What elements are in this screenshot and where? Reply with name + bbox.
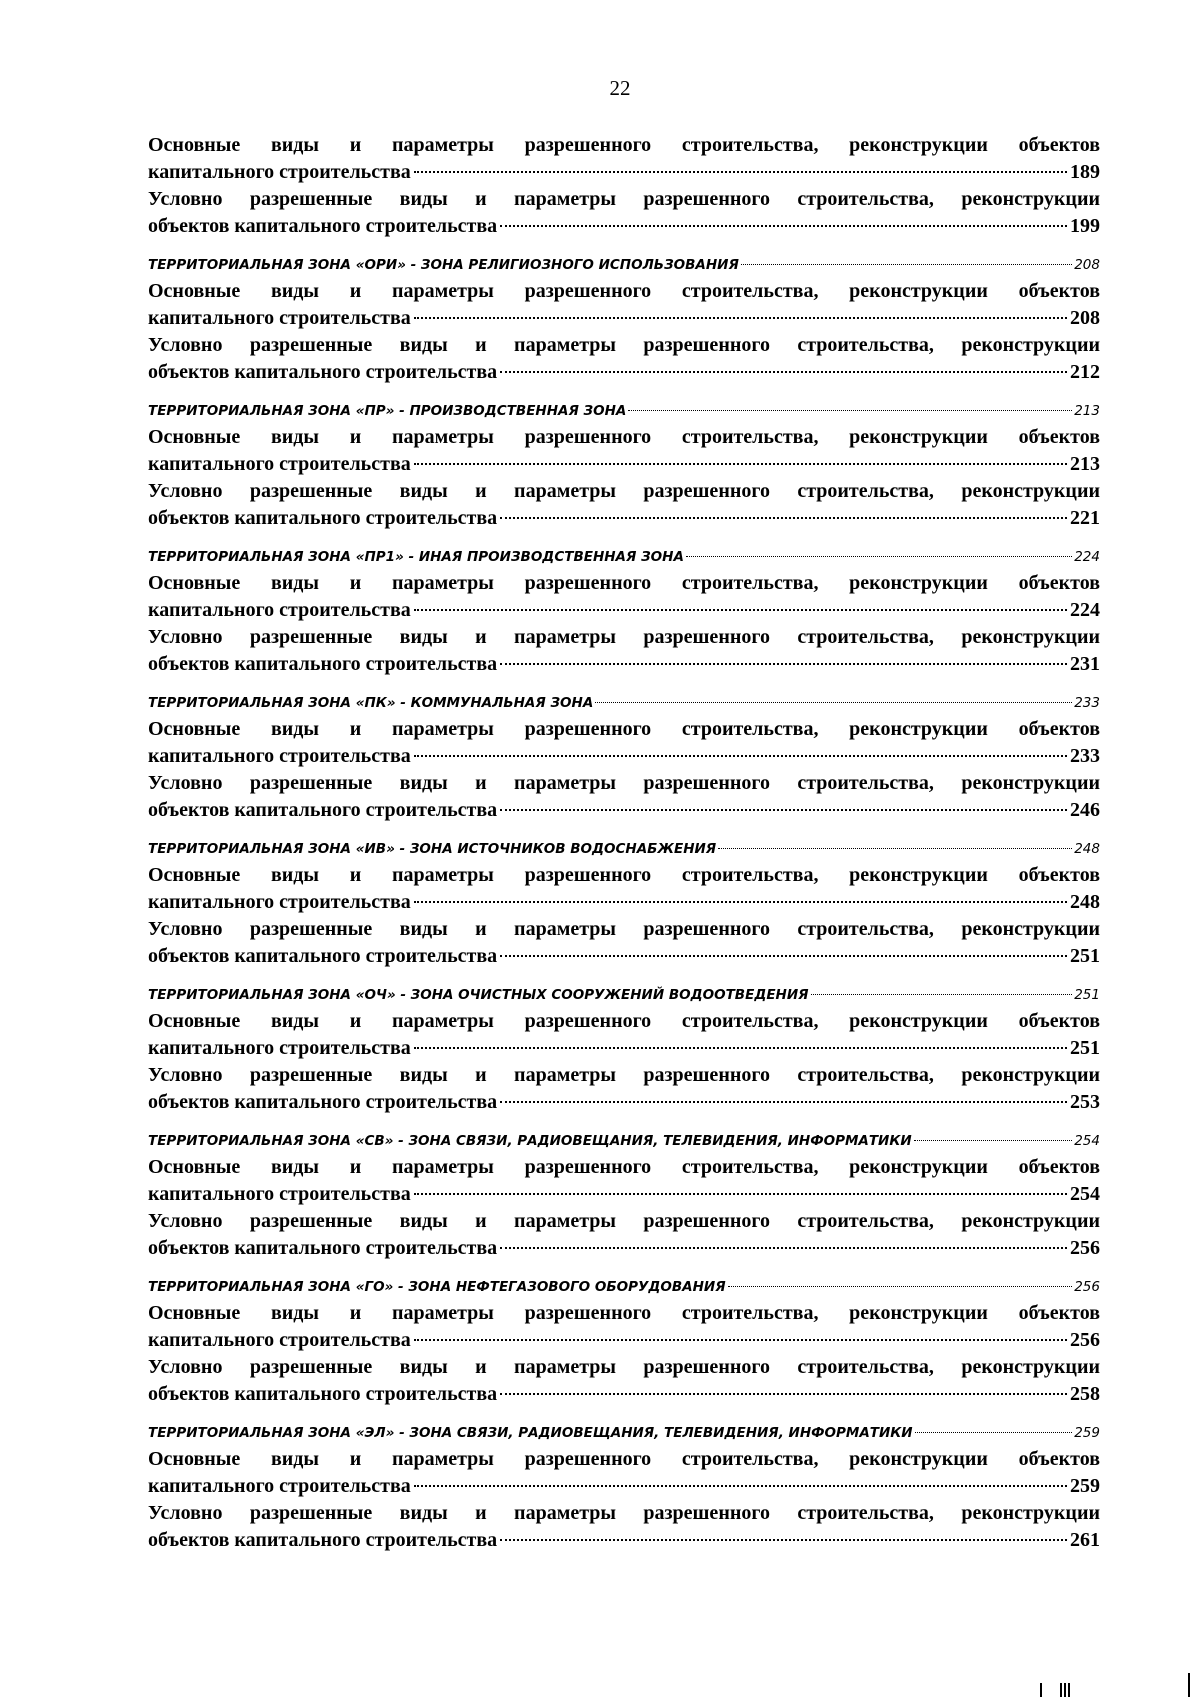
table-of-contents [148, 132, 1100, 1568]
toc-entry-text: Основные виды и параметры разрешенного строительства, реконструкции объектов [148, 280, 1100, 302]
toc-entry-text-cont: объектов капитального строительства [148, 1529, 498, 1551]
dot-leader [414, 463, 1067, 465]
toc-entry-page: 224 [1070, 599, 1100, 621]
dot-leader [500, 1101, 1067, 1103]
toc-zone-heading[interactable] [148, 692, 1100, 714]
toc-entry-text-cont: капитального строительства [148, 891, 411, 913]
toc-entry-page: 261 [1070, 1529, 1100, 1551]
toc-zone-heading-page: 233 [1074, 695, 1100, 711]
dot-leader [414, 609, 1067, 611]
toc-entry-text: Условно разрешенные виды и параметры разрешенного строительства, реконструкции [148, 334, 1100, 356]
toc-zone-heading-text: ТЕРРИТОРИАЛЬНАЯ ЗОНА «СВ» - ЗОНА СВЯЗИ, РАДИОВЕЩАНИЯ, ТЕЛЕВИДЕНИЯ, ИНФОРМАТИКИ [148, 1133, 912, 1149]
toc-entry-text-cont: капитального строительства [148, 1037, 411, 1059]
toc-zone-heading[interactable] [148, 400, 1100, 422]
dot-leader [915, 1432, 1073, 1433]
dot-leader [414, 317, 1067, 319]
toc-entry-text-cont: капитального строительства [148, 1329, 411, 1351]
toc-entry[interactable] [148, 1446, 1100, 1500]
toc-entry-text-cont: капитального строительства [148, 161, 411, 183]
toc-entry-text-cont: капитального строительства [148, 1475, 411, 1497]
toc-section [148, 254, 1100, 386]
toc-zone-heading[interactable] [148, 1276, 1100, 1298]
toc-zone-heading-page: 213 [1074, 403, 1100, 419]
toc-entry-page: 251 [1070, 1037, 1100, 1059]
toc-entry-text-cont: объектов капитального строительства [148, 945, 498, 967]
toc-entry-text: Условно разрешенные виды и параметры разрешенного строительства, реконструкции [148, 772, 1100, 794]
toc-zone-heading-page: 254 [1074, 1133, 1100, 1149]
toc-entry-text: Условно разрешенные виды и параметры разрешенного строительства, реконструкции [148, 480, 1100, 502]
toc-entry-text-cont: объектов капитального строительства [148, 1383, 498, 1405]
toc-entry-text-cont: объектов капитального строительства [148, 653, 498, 675]
toc-entry[interactable] [148, 478, 1100, 532]
toc-zone-heading-page: 256 [1074, 1279, 1100, 1295]
dot-leader [500, 371, 1067, 373]
dot-leader [414, 1193, 1067, 1195]
toc-entry-text: Условно разрешенные виды и параметры разрешенного строительства, реконструкции [148, 188, 1100, 210]
toc-entry-text: Основные виды и параметры разрешенного строительства, реконструкции объектов [148, 1448, 1100, 1470]
toc-entry[interactable] [148, 1062, 1100, 1116]
toc-section [148, 692, 1100, 824]
toc-entry-text-cont: капитального строительства [148, 453, 411, 475]
dot-leader [914, 1140, 1073, 1141]
toc-zone-heading[interactable] [148, 546, 1100, 568]
toc-entry-text: Основные виды и параметры разрешенного строительства, реконструкции объектов [148, 426, 1100, 448]
toc-zone-heading-text: ТЕРРИТОРИАЛЬНАЯ ЗОНА «ПК» - КОММУНАЛЬНАЯ ЗОНА [148, 695, 594, 711]
toc-entry-page: 246 [1070, 799, 1100, 821]
dot-leader [741, 264, 1072, 265]
toc-entry-page: 256 [1070, 1237, 1100, 1259]
toc-entry[interactable] [148, 624, 1100, 678]
dot-leader [500, 663, 1067, 665]
toc-entry-page: 199 [1070, 215, 1100, 237]
scan-edge-marks [1040, 1667, 1200, 1697]
toc-entry[interactable] [148, 1500, 1100, 1554]
toc-entry[interactable] [148, 132, 1100, 186]
toc-entry[interactable] [148, 1354, 1100, 1408]
toc-zone-heading-page: 224 [1074, 549, 1100, 565]
toc-section [148, 1276, 1100, 1408]
toc-entry-text: Основные виды и параметры разрешенного строительства, реконструкции объектов [148, 864, 1100, 886]
dot-leader [500, 955, 1067, 957]
toc-zone-heading-text: ТЕРРИТОРИАЛЬНАЯ ЗОНА «ПР1» - ИНАЯ ПРОИЗВОДСТВЕННАЯ ЗОНА [148, 549, 684, 565]
toc-entry-text-cont: капитального строительства [148, 599, 411, 621]
toc-zone-heading-page: 251 [1074, 987, 1100, 1003]
dot-leader [414, 1047, 1067, 1049]
toc-entry-page: 233 [1070, 745, 1100, 767]
toc-entry-page: 253 [1070, 1091, 1100, 1113]
toc-entry-text: Основные виды и параметры разрешенного строительства, реконструкции объектов [148, 134, 1100, 156]
toc-entry[interactable] [148, 1154, 1100, 1208]
toc-entry-text-cont: объектов капитального строительства [148, 799, 498, 821]
toc-entry[interactable] [148, 570, 1100, 624]
toc-entry-text: Условно разрешенные виды и параметры разрешенного строительства, реконструкции [148, 626, 1100, 648]
toc-entry[interactable] [148, 1008, 1100, 1062]
toc-entry-page: 258 [1070, 1383, 1100, 1405]
toc-entry-text: Условно разрешенные виды и параметры разрешенного строительства, реконструкции [148, 1356, 1100, 1378]
toc-entry-text: Основные виды и параметры разрешенного строительства, реконструкции объектов [148, 1302, 1100, 1324]
toc-entry-page: 251 [1070, 945, 1100, 967]
toc-section [148, 546, 1100, 678]
toc-entry-page: 248 [1070, 891, 1100, 913]
toc-entry-text-cont: объектов капитального строительства [148, 507, 498, 529]
toc-zone-heading-page: 208 [1074, 257, 1100, 273]
toc-entry[interactable] [148, 770, 1100, 824]
toc-entry-text-cont: капитального строительства [148, 307, 411, 329]
toc-entry[interactable] [148, 862, 1100, 916]
toc-zone-heading-page: 259 [1074, 1425, 1100, 1441]
toc-entry[interactable] [148, 332, 1100, 386]
toc-zone-heading-text: ТЕРРИТОРИАЛЬНАЯ ЗОНА «ЭЛ» - ЗОНА СВЯЗИ, РАДИОВЕЩАНИЯ, ТЕЛЕВИДЕНИЯ, ИНФОРМАТИКИ [148, 1425, 913, 1441]
dot-leader [811, 994, 1073, 995]
toc-entry-page: 212 [1070, 361, 1100, 383]
dot-leader [500, 225, 1067, 227]
toc-section [148, 838, 1100, 970]
toc-entry-page: 254 [1070, 1183, 1100, 1205]
toc-entry[interactable] [148, 916, 1100, 970]
page-number: 22 [609, 76, 631, 100]
toc-zone-heading-text: ТЕРРИТОРИАЛЬНАЯ ЗОНА «ИВ» - ЗОНА ИСТОЧНИКОВ ВОДОСНАБЖЕНИЯ [148, 841, 717, 857]
toc-entry-text: Основные виды и параметры разрешенного строительства, реконструкции объектов [148, 1156, 1100, 1178]
dot-leader [686, 556, 1072, 557]
toc-entry-page: 213 [1070, 453, 1100, 475]
dot-leader [500, 1393, 1067, 1395]
toc-entry-text-cont: объектов капитального строительства [148, 361, 498, 383]
toc-zone-heading-page: 248 [1074, 841, 1100, 857]
toc-section [148, 400, 1100, 532]
dot-leader [500, 517, 1067, 519]
dot-leader [414, 1339, 1067, 1341]
toc-zone-heading[interactable] [148, 1422, 1100, 1444]
toc-entry-page: 259 [1070, 1475, 1100, 1497]
toc-entry-text: Основные виды и параметры разрешенного строительства, реконструкции объектов [148, 572, 1100, 594]
toc-entry-text-cont: объектов капитального строительства [148, 215, 498, 237]
toc-entry-page: 189 [1070, 161, 1100, 183]
toc-zone-heading-text: ТЕРРИТОРИАЛЬНАЯ ЗОНА «ОЧ» - ЗОНА ОЧИСТНЫХ СООРУЖЕНИЙ ВОДООТВЕДЕНИЯ [148, 987, 809, 1003]
toc-section [148, 984, 1100, 1116]
toc-entry-page: 231 [1070, 653, 1100, 675]
dot-leader [595, 702, 1072, 703]
dot-leader [500, 1539, 1067, 1541]
toc-entry-page: 256 [1070, 1329, 1100, 1351]
toc-entry-page: 208 [1070, 307, 1100, 329]
dot-leader [414, 755, 1067, 757]
dot-leader [414, 901, 1067, 903]
toc-section [148, 1130, 1100, 1262]
dot-leader [414, 1485, 1067, 1487]
toc-entry-text-cont: объектов капитального строительства [148, 1237, 498, 1259]
toc-entry-text: Основные виды и параметры разрешенного строительства, реконструкции объектов [148, 718, 1100, 740]
toc-intro-group [148, 132, 1100, 240]
toc-zone-heading-text: ТЕРРИТОРИАЛЬНАЯ ЗОНА «ОРИ» - ЗОНА РЕЛИГИОЗНОГО ИСПОЛЬЗОВАНИЯ [148, 257, 739, 273]
dot-leader [414, 171, 1067, 173]
toc-entry[interactable] [148, 1300, 1100, 1354]
toc-entry[interactable] [148, 278, 1100, 332]
dot-leader [628, 410, 1072, 411]
toc-entry-text: Основные виды и параметры разрешенного строительства, реконструкции объектов [148, 1010, 1100, 1032]
toc-section [148, 1422, 1100, 1554]
toc-entry[interactable] [148, 424, 1100, 478]
toc-zone-heading-text: ТЕРРИТОРИАЛЬНАЯ ЗОНА «ГО» - ЗОНА НЕФТЕГАЗОВОГО ОБОРУДОВАНИЯ [148, 1279, 726, 1295]
dot-leader [500, 809, 1067, 811]
toc-entry-page: 221 [1070, 507, 1100, 529]
toc-entry-text: Условно разрешенные виды и параметры разрешенного строительства, реконструкции [148, 1210, 1100, 1232]
toc-zone-heading[interactable] [148, 1130, 1100, 1152]
toc-zone-heading-text: ТЕРРИТОРИАЛЬНАЯ ЗОНА «ПР» - ПРОИЗВОДСТВЕННАЯ ЗОНА [148, 403, 627, 419]
dot-leader [718, 848, 1072, 849]
dot-leader [728, 1286, 1073, 1287]
toc-entry-text: Условно разрешенные виды и параметры разрешенного строительства, реконструкции [148, 918, 1100, 940]
toc-entry[interactable] [148, 716, 1100, 770]
toc-entry-text-cont: капитального строительства [148, 1183, 411, 1205]
dot-leader [500, 1247, 1067, 1249]
toc-entry[interactable] [148, 1208, 1100, 1262]
toc-entry-text: Условно разрешенные виды и параметры разрешенного строительства, реконструкции [148, 1064, 1100, 1086]
toc-zone-heading[interactable] [148, 838, 1100, 860]
toc-entry-text-cont: капитального строительства [148, 745, 411, 767]
toc-zone-heading[interactable] [148, 254, 1100, 276]
toc-entry-text: Условно разрешенные виды и параметры разрешенного строительства, реконструкции [148, 1502, 1100, 1524]
toc-entry[interactable] [148, 186, 1100, 240]
toc-entry-text-cont: объектов капитального строительства [148, 1091, 498, 1113]
toc-zone-heading[interactable] [148, 984, 1100, 1006]
